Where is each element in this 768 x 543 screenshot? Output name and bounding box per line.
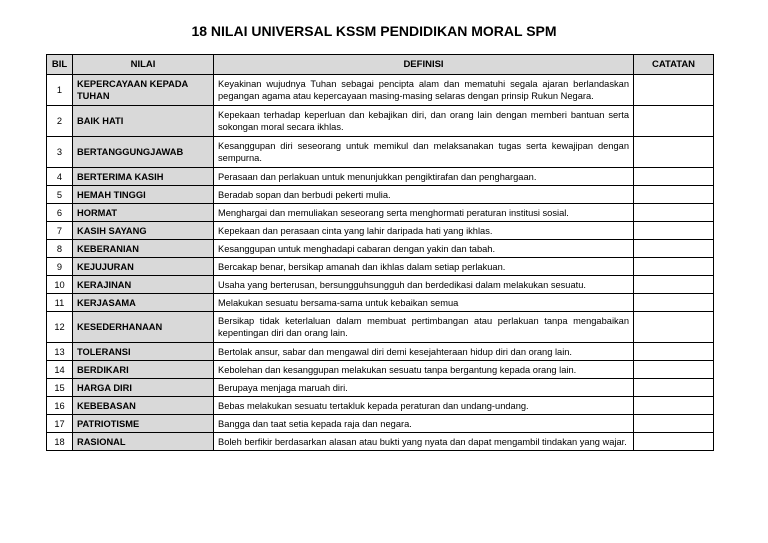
cell-catatan — [634, 397, 714, 415]
table-row — [47, 343, 714, 361]
cell-catatan — [634, 294, 714, 312]
table-row — [47, 312, 714, 343]
cell-nilai: KASIH SAYANG — [73, 222, 214, 240]
header-bil: BIL — [47, 55, 73, 75]
cell-definisi: Berupaya menjaga maruah diri. — [214, 379, 634, 397]
table-row — [47, 168, 714, 186]
cell-bil: 10 — [47, 276, 73, 294]
cell-catatan — [634, 137, 714, 168]
table-row — [47, 106, 714, 137]
table-row — [47, 137, 714, 168]
header-definisi: DEFINISI — [214, 55, 634, 75]
cell-definisi: Usaha yang berterusan, bersungguhsungguh dan berdedikasi dalam melakukan sesuatu. — [214, 276, 634, 294]
cell-definisi: Kepekaan terhadap keperluan dan kebajikan diri, dan orang lain dengan memberi bantuan serta sokongan moral secara ikhlas. — [214, 106, 634, 137]
cell-catatan — [634, 276, 714, 294]
cell-definisi: Melakukan sesuatu bersama-sama untuk kebaikan semua — [214, 294, 634, 312]
cell-bil: 17 — [47, 415, 73, 433]
cell-definisi: Kepekaan dan perasaan cinta yang lahir daripada hati yang ikhlas. — [214, 222, 634, 240]
cell-bil: 5 — [47, 186, 73, 204]
values-table — [46, 54, 714, 451]
cell-nilai: BAIK HATI — [73, 106, 214, 137]
table-row — [47, 415, 714, 433]
cell-definisi: Bertolak ansur, sabar dan mengawal diri demi kesejahteraan hidup diri dan orang lain. — [214, 343, 634, 361]
cell-bil: 1 — [47, 75, 73, 106]
cell-definisi: Kesanggupan untuk menghadapi cabaran dengan yakin dan tabah. — [214, 240, 634, 258]
cell-nilai: KERJASAMA — [73, 294, 214, 312]
cell-nilai: BERDIKARI — [73, 361, 214, 379]
cell-catatan — [634, 106, 714, 137]
cell-definisi: Perasaan dan perlakuan untuk menunjukkan pengiktirafan dan penghargaan. — [214, 168, 634, 186]
cell-definisi: Kesanggupan diri seseorang untuk memikul dan melaksanakan tugas serta kewajipan dengan sempurna. — [214, 137, 634, 168]
cell-nilai: KEBEBASAN — [73, 397, 214, 415]
cell-nilai: HEMAH TINGGI — [73, 186, 214, 204]
cell-catatan — [634, 75, 714, 106]
cell-bil: 11 — [47, 294, 73, 312]
cell-nilai: KESEDERHANAAN — [73, 312, 214, 343]
cell-definisi: Beradab sopan dan berbudi pekerti mulia. — [214, 186, 634, 204]
header-nilai: NILAI — [73, 55, 214, 75]
cell-bil: 15 — [47, 379, 73, 397]
cell-nilai: KEJUJURAN — [73, 258, 214, 276]
cell-nilai: BERTERIMA KASIH — [73, 168, 214, 186]
table-row — [47, 361, 714, 379]
cell-nilai: RASIONAL — [73, 433, 214, 451]
cell-catatan — [634, 379, 714, 397]
cell-definisi: Bersikap tidak keterlaluan dalam membuat pertimbangan atau perlakuan tanpa mengabaikan kepentingan diri dan orang lain. — [214, 312, 634, 343]
cell-catatan — [634, 415, 714, 433]
cell-nilai: KEBERANIAN — [73, 240, 214, 258]
cell-definisi: Menghargai dan memuliakan seseorang serta menghormati peraturan institusi sosial. — [214, 204, 634, 222]
table-row — [47, 294, 714, 312]
table-row — [47, 204, 714, 222]
cell-nilai: PATRIOTISME — [73, 415, 214, 433]
cell-bil: 9 — [47, 258, 73, 276]
cell-bil: 2 — [47, 106, 73, 137]
cell-nilai: KEPERCAYAAN KEPADA TUHAN — [73, 75, 214, 106]
document-title: 18 NILAI UNIVERSAL KSSM PENDIDIKAN MORAL SPM — [191, 23, 557, 39]
cell-catatan — [634, 312, 714, 343]
table-row — [47, 186, 714, 204]
header-catatan: CATATAN — [634, 55, 714, 75]
cell-definisi: Kebolehan dan kesanggupan melakukan sesuatu tanpa bergantung kepada orang lain. — [214, 361, 634, 379]
cell-catatan — [634, 168, 714, 186]
cell-bil: 14 — [47, 361, 73, 379]
cell-bil: 3 — [47, 137, 73, 168]
cell-definisi: Bangga dan taat setia kepada raja dan negara. — [214, 415, 634, 433]
cell-catatan — [634, 343, 714, 361]
cell-bil: 8 — [47, 240, 73, 258]
cell-bil: 7 — [47, 222, 73, 240]
cell-catatan — [634, 433, 714, 451]
cell-bil: 13 — [47, 343, 73, 361]
cell-bil: 6 — [47, 204, 73, 222]
cell-catatan — [634, 240, 714, 258]
cell-definisi: Boleh berfikir berdasarkan alasan atau bukti yang nyata dan dapat mengambil tindakan yang wajar. — [214, 433, 634, 451]
cell-catatan — [634, 186, 714, 204]
cell-definisi: Keyakinan wujudnya Tuhan sebagai pencipta alam dan mematuhi segala ajaran berlandaskan pegangan agama atau kepercayaan masing-masing selaras dengan prinsip Rukun Negara. — [214, 75, 634, 106]
table-row — [47, 240, 714, 258]
cell-nilai: HARGA DIRI — [73, 379, 214, 397]
table-row — [47, 258, 714, 276]
cell-nilai: HORMAT — [73, 204, 214, 222]
table-row — [47, 276, 714, 294]
cell-definisi: Bercakap benar, bersikap amanah dan ikhlas dalam setiap perlakuan. — [214, 258, 634, 276]
cell-nilai: TOLERANSI — [73, 343, 214, 361]
table-row — [47, 397, 714, 415]
table-row — [47, 379, 714, 397]
cell-nilai: BERTANGGUNGJAWAB — [73, 137, 214, 168]
table-header-row — [47, 55, 714, 75]
cell-catatan — [634, 222, 714, 240]
table-row — [47, 75, 714, 106]
cell-definisi: Bebas melakukan sesuatu tertakluk kepada peraturan dan undang-undang. — [214, 397, 634, 415]
table-row — [47, 222, 714, 240]
cell-catatan — [634, 204, 714, 222]
cell-bil: 16 — [47, 397, 73, 415]
table-row — [47, 433, 714, 451]
cell-catatan — [634, 258, 714, 276]
cell-bil: 12 — [47, 312, 73, 343]
cell-catatan — [634, 361, 714, 379]
cell-nilai: KERAJINAN — [73, 276, 214, 294]
cell-bil: 4 — [47, 168, 73, 186]
cell-bil: 18 — [47, 433, 73, 451]
